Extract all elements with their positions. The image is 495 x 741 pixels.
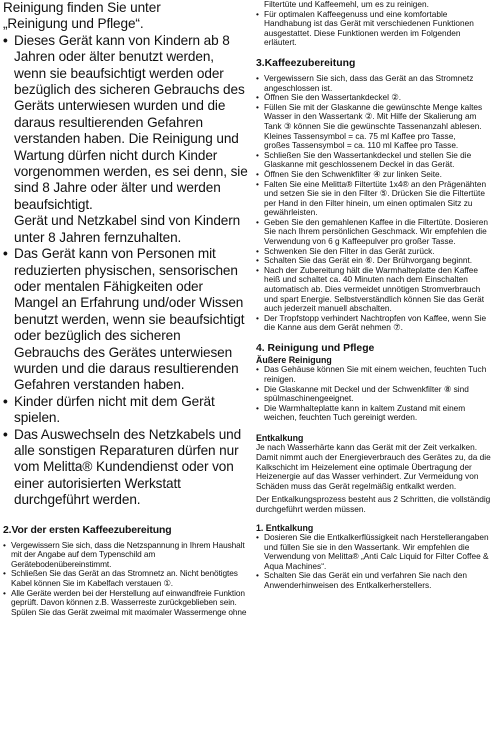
list-item: • Füllen Sie mit der Glaskanne die gewünschte Menge kaltes Wasser in den Wassertank ②. Mit Hilfe der Skalierung am Tank ③ können Sie die gewünschte Tassenanzahl ablesen. bbox=[256, 103, 492, 132]
list-item: • Vergewissern Sie sich, dass das Gerät an das Stromnetz angeschlossen ist. bbox=[256, 74, 492, 93]
bullet-children-continued: Gerät und Netzkabel sind von Kindern unter 8 Jahren fernzuhalten. bbox=[14, 213, 241, 245]
section-4-title: 4. Reinigung und Pflege bbox=[256, 343, 375, 354]
list-item: • Schalten Sie das Gerät ein ⑥. Der Brühvorgang beginnt. bbox=[256, 256, 492, 266]
list-item: • Nach der Zubereitung hält die Warmhalteplatte den Kaffee heiß und schaltet ca. 40 Minuten nach dem Einschalten automatisch ab. Dies vermeidet unnötigen Stromverbrauch und spart Energie. Selbstverständlich können Sie das Gerät auch jederzeit manuell abschalten. bbox=[256, 266, 492, 314]
tassen-line-2: großes Tassensymbol = ca. 110 ml Kaffee pro Tasse. bbox=[264, 140, 459, 151]
list-item: • Alle Geräte werden bei der Herstellung auf einwandfreie Funktion geprüft. Davon können z.B. Wasserreste zurückgeblieben sein. Spülen Sie das Gerät zweimal mit maximaler Wassermenge ohne bbox=[3, 589, 249, 618]
entkalkung-paragraph-1: Je nach Wasserhärte kann das Gerät mit der Zeit verkalken. Damit nimmt auch der Energieverbrauch des Gerätes zu, da die Kalkschicht im Heizelement eine optimale Übertragung der Heizenergie auf das Wasser verhindert. Zur Vermeidung von Schäden muss das Gerät regelmäßig entkalkt werden. bbox=[256, 442, 491, 491]
right-column bbox=[256, 0, 492, 591]
top-continued: Filtertüte und Kaffeemehl, um es zu reinigen. bbox=[264, 0, 429, 9]
intro-line-2: „Reinigung und Pflege“. bbox=[3, 16, 144, 32]
entkalkung-paragraph-2: Der Entkalkungsprozess besteht aus 2 Schritten, die vollständig durchgeführt werden müssen. bbox=[256, 494, 491, 514]
entkalkung-title: Entkalkung bbox=[256, 432, 304, 443]
list-item: • Das Gehäuse können Sie mit einem weichen, feuchten Tuch reinigen. bbox=[256, 365, 492, 384]
section-2-title: 2.Vor der ersten Kaffeezubereitung bbox=[3, 524, 172, 536]
bullet-children: • Dieses Gerät kann von Kindern ab 8 Jahren oder älter benutzt werden, wenn sie beaufsichtigt werden oder bezüglich des sicheren Gebrauchs des Geräts unterwiesen wurden und die daraus resultierenden Gefahren verstanden haben. Die Reinigung und Wartung dürfen nicht durch Kinder vorgenommen werden, es sei denn, sie sind 8 Jahre oder älter und werden beaufsichtigt. bbox=[3, 33, 249, 213]
list-item: • Die Warmhalteplatte kann in kaltem Zustand mit einem weichen, feuchten Tuch gereinigt werden. bbox=[256, 404, 492, 423]
list-item: • Öffnen Sie den Wassertankdeckel ②. bbox=[256, 93, 492, 103]
list-item: • Die Glaskanne mit Deckel und der Schwenkfilter ⑧ sind spülmaschinengeeignet. bbox=[256, 385, 492, 404]
list-item: • Falten Sie eine Melitta® Filtertüte 1x4® an den Prägenähten und setzen Sie sie in den Filter ⑤. Drücken Sie die Filtertüte per Hand in den Filter hinein, um einen optimalen Sitz zu gewährleisten. bbox=[256, 180, 492, 218]
list-item: • Schließen Sie den Wassertankdeckel und stellen Sie die Glaskanne mit geschlossenem Deckel in das Gerät. bbox=[256, 151, 492, 170]
intro-line-1: Reinigung finden Sie unter bbox=[3, 0, 161, 15]
list-item: • Für optimalen Kaffeegenuss und eine komfortable Handhabung ist das Gerät mit verschiedenen Funktionen ausgestattet. Diese Funktionen werden im Folgenden erläutert. bbox=[256, 10, 492, 48]
list-item: • Geben Sie den gemahlenen Kaffee in die Filtertüte. Dosieren Sie nach Ihrem persönlichen Geschmack. Wir empfehlen die Verwendung von 6 g Kaffeepulver pro großer Tasse. bbox=[256, 218, 492, 247]
list-item: • Schwenken Sie den Filter in das Gerät zurück. bbox=[256, 247, 492, 257]
list-item: • Der Tropfstopp verhindert Nachtropfen von Kaffee, wenn Sie die Kanne aus dem Gerät nehmen ⑦. bbox=[256, 314, 492, 333]
list-item: • Schließen Sie das Gerät an das Stromnetz an. Nicht benötigtes Kabel können Sie im Kabelfach verstauen ①. bbox=[3, 569, 249, 588]
list-item: • Dosieren Sie die Entkalkerflüssigkeit nach Herstellerangaben und füllen Sie sie in den Wassertank. Wir empfehlen die Verwendung von Melitta® „Anti Calc Liquid for Filter Coffee & Aqua Machines“. bbox=[256, 533, 492, 571]
list-item: • Öffnen Sie den Schwenkfilter ④ zur linken Seite. bbox=[256, 170, 492, 180]
list-item: • Vergewissern Sie sich, dass die Netzspannung in Ihrem Haushalt mit der Angabe auf dem Typenschild am Gerätebodenübereinstimmt. bbox=[3, 541, 249, 570]
list-item: • Schalten Sie das Gerät ein und verfahren Sie nach den Anwenderhinweisen des Entkalkerherstellers. bbox=[256, 571, 492, 590]
left-column bbox=[3, 0, 249, 617]
bullet-repairs: • Das Auswechseln des Netzkabels und alle sonstigen Reparaturen dürfen nur vom Melitta® Kundendienst oder von einer autorisierten Werkstatt durchgeführt werden. bbox=[3, 427, 249, 509]
section-3-title: 3.Kaffeezubereitung bbox=[256, 57, 356, 69]
step-1-title: 1. Entkalkung bbox=[256, 522, 314, 533]
bullet-persons: • Das Gerät kann von Personen mit reduzierten physischen, sensorischen oder mentalen Fähigkeiten oder Mangel an Erfahrung und/oder Wissen benutzt werden, wenn sie beaufsichtigt oder bezüglich des sicheren Gebrauchs des Gerätes unterwiesen wurden und die daraus resultierenden Gefahren verstanden haben. bbox=[3, 246, 249, 394]
tassen-line-1: Kleines Tassensymbol = ca. 75 ml Kaffee pro Tasse, bbox=[264, 130, 456, 141]
section-2 bbox=[3, 525, 249, 618]
bullet-play: • Kinder dürfen nicht mit dem Gerät spielen. bbox=[3, 394, 249, 427]
section-4-subtitle: Äußere Reinigung bbox=[256, 355, 332, 365]
